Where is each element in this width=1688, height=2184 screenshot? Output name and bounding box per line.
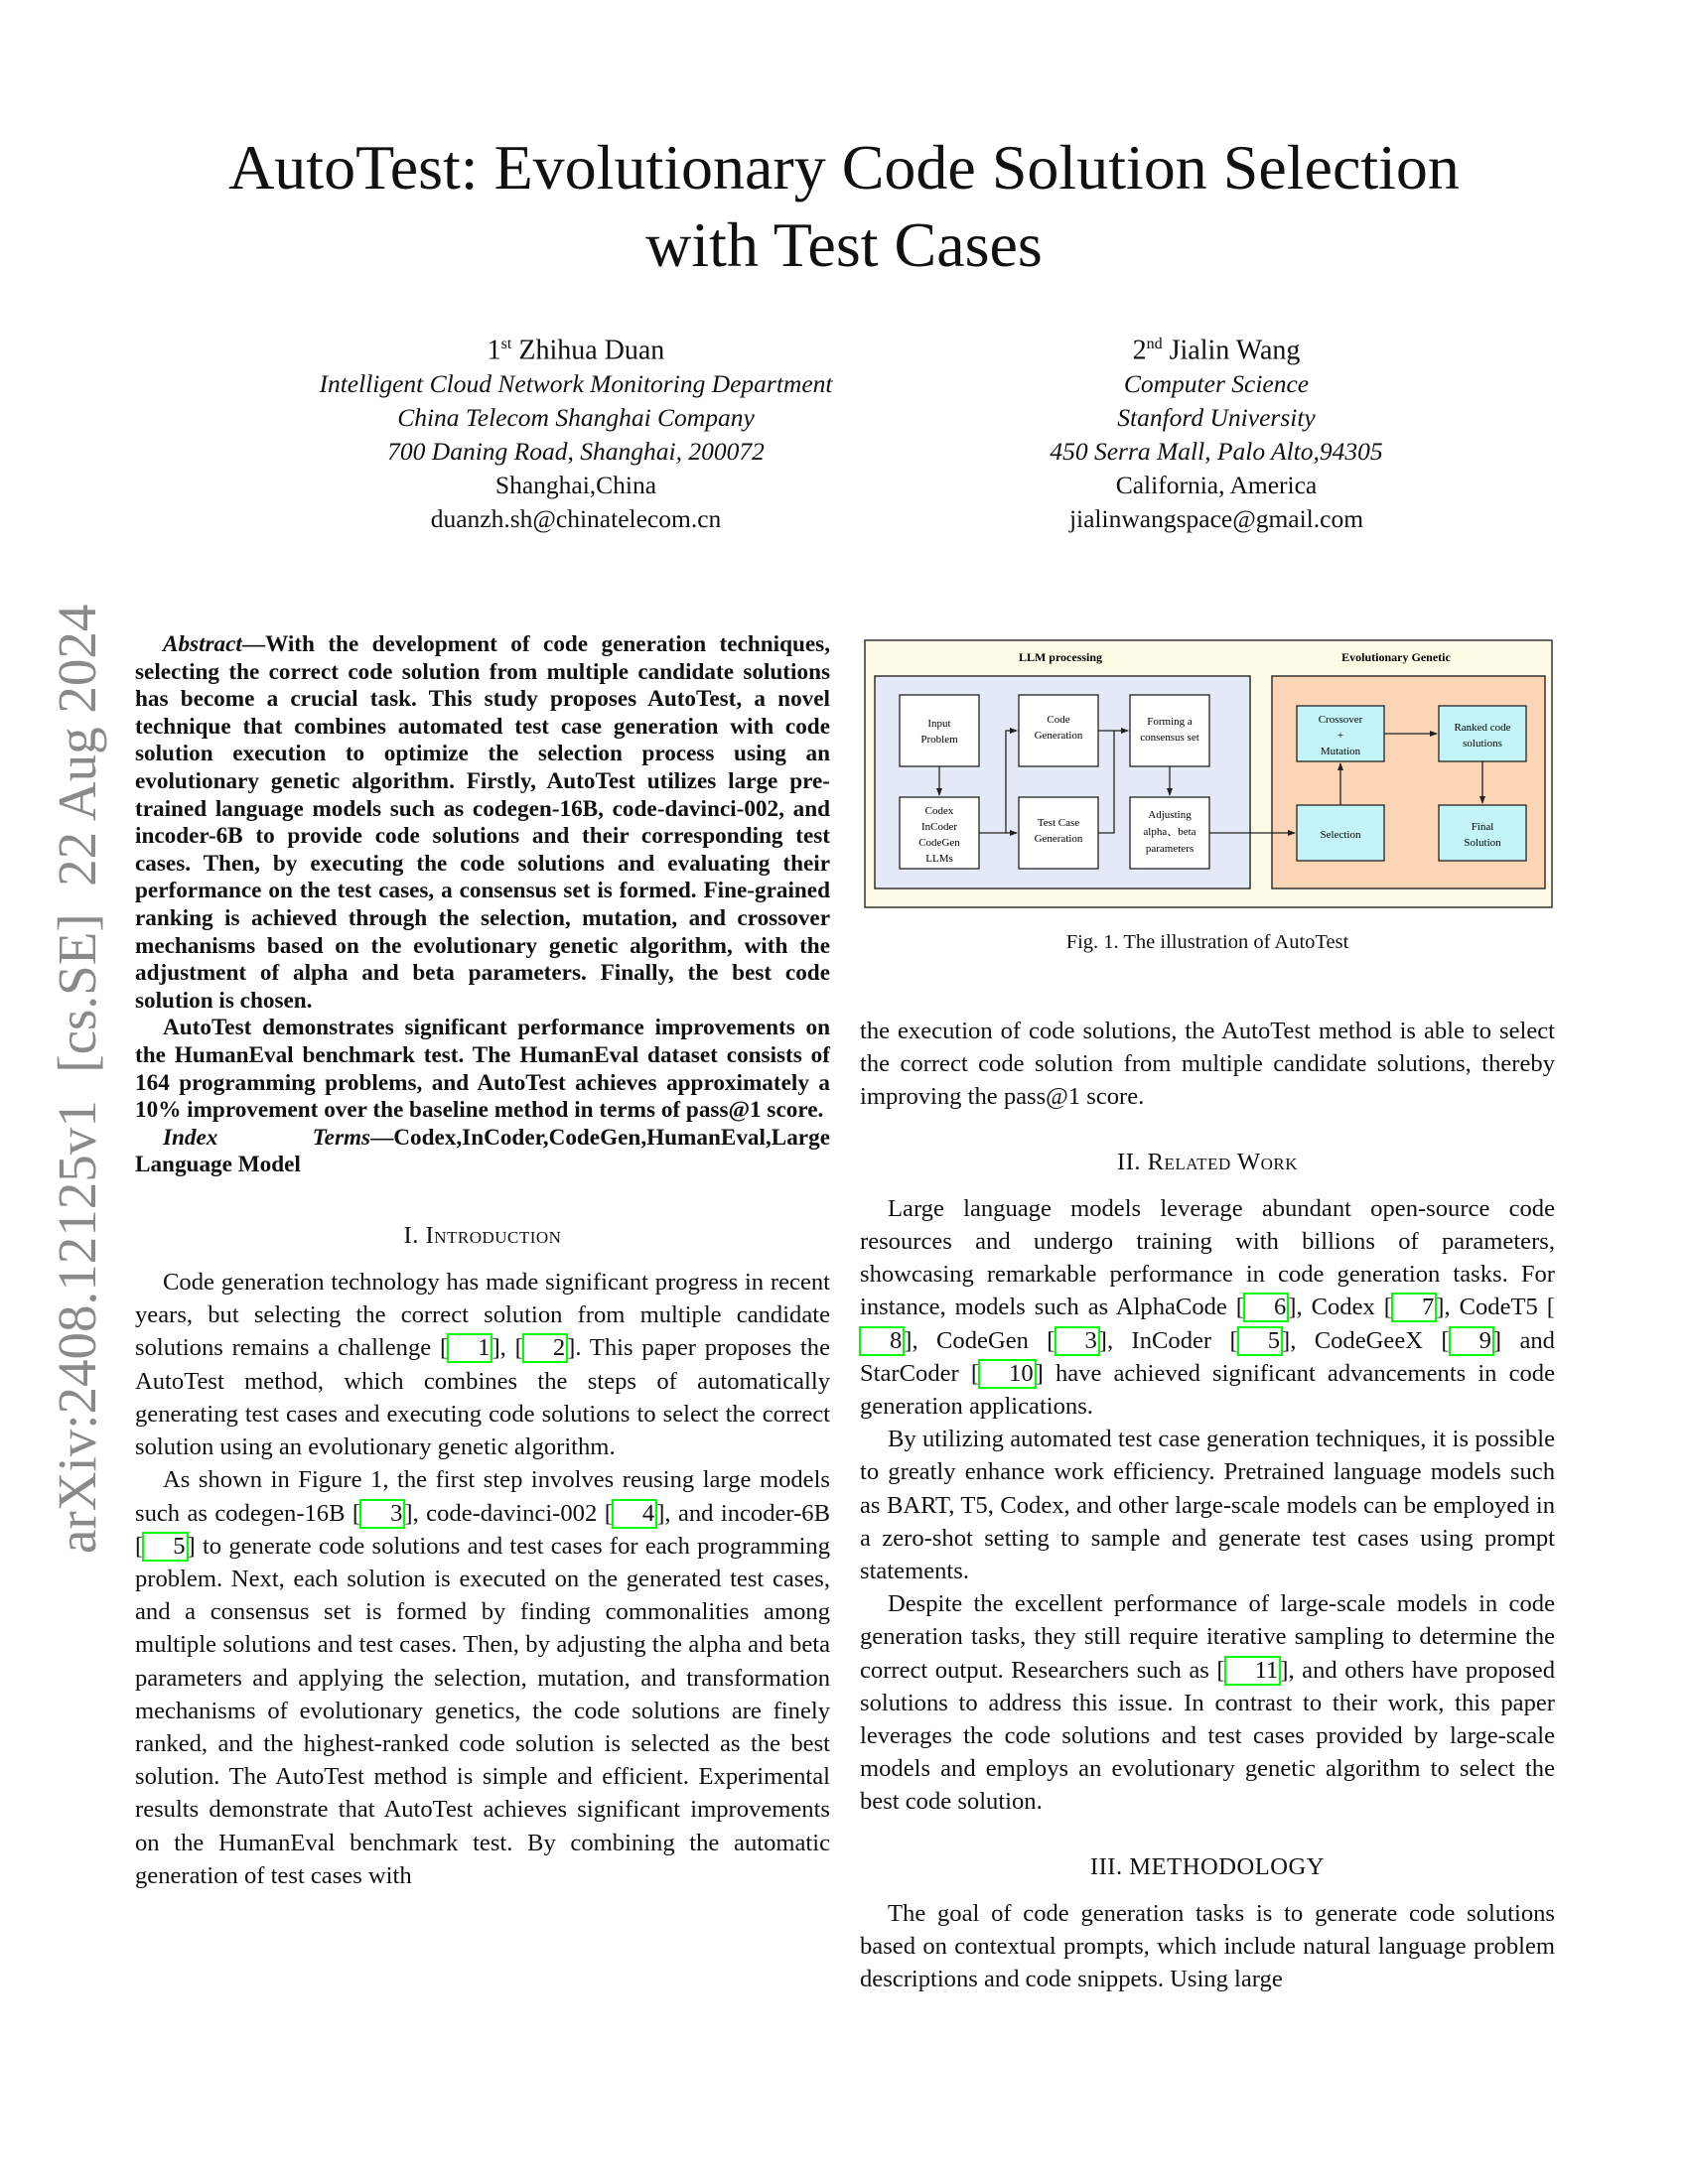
citation-link[interactable]: 2	[522, 1333, 568, 1363]
author-name: 1st Zhihua Duan	[487, 335, 665, 366]
paper-title	[0, 129, 1688, 284]
left-column	[135, 631, 830, 1892]
svg-text:Ranked codesolutions: Ranked code solutions	[1454, 722, 1511, 750]
citation-link[interactable]: 5	[1237, 1326, 1283, 1356]
node-input-problem	[900, 695, 979, 766]
citation-link[interactable]: 3	[1055, 1326, 1100, 1356]
citation-link[interactable]: 8	[859, 1326, 905, 1356]
author-block-1	[268, 328, 884, 536]
related-paragraph-2: By utilizing automated test case generation techniques, it is possible to greatly enhance work efficiency. Pretrained language models such as BART, T5, Codex, and other large-scale models can be employed in a zero-shot setting to sample and generate test cases using prompt statements.	[860, 1426, 1555, 1585]
figure-caption: Fig. 1. The illustration of AutoTest	[1065, 931, 1349, 953]
intro-paragraph-2-continued: the execution of code solutions, the AutoTest method is able to select the correct code solution from multiple candidate solutions, thereby improving the pass@1 score.	[860, 1018, 1555, 1111]
author-department: Computer Science	[1123, 369, 1310, 399]
related-paragraph-3: Despite the excellent performance of large-scale models in code generation tasks, they still require iterative sampling to determine the correct output. Researchers such as [ 11], and others have proposed solutions to address this issue. In contrast to their work, this paper leverages the code solutions and test cases provided by large-scale models and employs an evolutionary genetic algorithm to select the best code solution.	[860, 1590, 1555, 1816]
title-line-1: AutoTest: Evolutionary Code Solution Selection	[228, 132, 1460, 203]
svg-text:Selection: Selection	[1320, 829, 1361, 841]
author-address: 450 Serra Mall, Palo Alto,94305	[1050, 437, 1383, 467]
right-column	[860, 1015, 1555, 1995]
author-location: California, America	[1115, 471, 1318, 500]
svg-text:Adjustingalpha、betaparameters: Adjusting alpha、beta parameters	[1143, 809, 1196, 855]
citation-link[interactable]: 7	[1391, 1293, 1437, 1322]
group-title-llm-processing: LLM processing	[1018, 650, 1103, 664]
author-department: Intelligent Cloud Network Monitoring Department	[319, 369, 833, 399]
svg-text:Test CaseGeneration: Test Case Generation	[1034, 817, 1083, 845]
node-ranked-code-solutions	[1439, 706, 1526, 761]
related-paragraph-1: Large language models leverage abundant open-source code resources and undergo training with billions of parameters, showcasing remarkable performance in code generation tasks. For instance, models such as AlphaCode [ 6], Codex [ 7], CodeT5 [8], CodeGen [ 3], InCoder [ 5], CodeGeeX [ 9] and StarCoder [ 10] have achieved significant advancements in code generation applications.	[860, 1194, 1556, 1421]
citation-link[interactable]: 6	[1243, 1293, 1289, 1322]
author-organization: China Telecom Shanghai Company	[397, 403, 755, 433]
svg-text:InputProblem: Input Problem	[920, 718, 958, 746]
author-address: 700 Daning Road, Shanghai, 200072	[387, 437, 765, 467]
index-terms: Index Terms—Codex,InCoder,CodeGen,HumanEval,Large Language Model	[135, 1124, 830, 1178]
citation-link[interactable]: 5	[142, 1532, 188, 1562]
group-title-evolutionary-genetic: Evolutionary Genetic	[1341, 650, 1451, 664]
index-terms-label: Index Terms	[163, 1124, 371, 1151]
node-forming-consensus-set	[1130, 695, 1209, 766]
svg-text:CodeGeneration: Code Generation	[1034, 714, 1083, 742]
node-final-solution	[1439, 805, 1526, 861]
citation-link[interactable]: 11	[1224, 1656, 1282, 1686]
abstract-paragraph: Abstract—With the development of code generation techniques, selecting the correct code solution from multiple candidate solutions has become a crucial task. This study proposes AutoTest, a novel technique that combines automated test case generation with code solution execution to optimize the selection process using an evolutionary genetic algorithm. Firstly, AutoTest utilizes large pre-trained language models such as codegen-16B, code-davinci-002, and incoder-6B to provide code solutions and their corresponding test cases. Then, by executing the code solutions and evaluating their performance on the test cases, a consensus set is formed. Fine-grained ranking is achieved through the selection, mutation, and crossover mechanisms based on the evolutionary genetic algorithm, with the adjustment of alpha and beta parameters. Finally, the best code solution is chosen.	[135, 631, 830, 1014]
author-organization: Stanford University	[1117, 403, 1316, 433]
citation-link[interactable]: 4	[612, 1499, 657, 1529]
author-block-2	[993, 328, 1440, 536]
intro-paragraph-1: Code generation technology has made significant progress in recent years, but selecting the correct solution from multiple candidate solutions remains a challenge [ 1], [ 2]. This paper proposes the AutoTest method, which combines the steps of automatically generating test cases and executing code solutions to select the correct solution using an evolutionary genetic algorithm.	[135, 1269, 830, 1461]
author-location: Shanghai,China	[494, 471, 657, 500]
abstract-label: Abstract	[163, 631, 242, 657]
citation-link[interactable]: 1	[447, 1333, 492, 1363]
section-heading-related-work: II. Related Work	[1116, 1148, 1299, 1175]
citation-link[interactable]: 10	[978, 1359, 1037, 1389]
title-line-2: with Test Cases	[645, 209, 1043, 280]
svg-text:Crossover+Mutation: Crossover + Mutation	[1318, 714, 1363, 757]
intro-paragraph-2: As shown in Figure 1, the first step involves reusing large models such as codegen-16B [ 3], code-davinci-002 [ 4], and incoder-6B [ 5] to generate code solutions and test cases for each programming problem. Next, each solution is executed on the generated test cases, and a consensus set is formed by finding commonalities among multiple solutions and test cases. Then, by adjusting the alpha and beta parameters and applying the selection, mutation, and transformation mechanisms of evolutionary genetics, the code solutions are finely ranked, and the highest-ranked code solution is selected as the best solution. The AutoTest method is simple and efficient. Experimental results demonstrate that AutoTest achieves significant improvements on the HumanEval benchmark test. By combining the automatic generation of test cases with	[135, 1466, 831, 1889]
citation-link[interactable]: 9	[1449, 1326, 1494, 1356]
svg-text:CodexInCoderCodeGenLLMs: Codex InCoder CodeGen LLMs	[918, 805, 960, 865]
section-heading-introduction: I. Introduction	[403, 1221, 562, 1249]
methodology-paragraph-1: The goal of code generation tasks is to generate code solutions based on contextual prompts, which include natural language problem descriptions and code snippets. Using large	[860, 1899, 1555, 1993]
section-heading-methodology: III. METHODOLOGY	[1089, 1852, 1326, 1880]
arxiv-identifier-stamp: arXiv:2408.12125v1 [cs.SE] 22 Aug 2024	[47, 604, 107, 1554]
author-email[interactable]: duanzh.sh@chinatelecom.cn	[430, 504, 722, 534]
svg-text:FinalSolution: Final Solution	[1464, 821, 1501, 849]
abstract-results-paragraph: AutoTest demonstrates significant performance improvements on the HumanEval benchmark test. The HumanEval dataset consists of 164 programming problems, and AutoTest achieves approximately a 10% improvement over the baseline method in terms of pass@1 score.	[135, 1015, 830, 1124]
author-email[interactable]: jialinwangspace@gmail.com	[1068, 504, 1364, 534]
author-name: 2nd Jialin Wang	[1132, 335, 1301, 366]
figure-1-autotest-diagram	[860, 631, 1555, 909]
citation-link[interactable]: 3	[359, 1499, 405, 1529]
svg-text:Forming aconsensus set: Forming a consensus set	[1140, 716, 1199, 744]
